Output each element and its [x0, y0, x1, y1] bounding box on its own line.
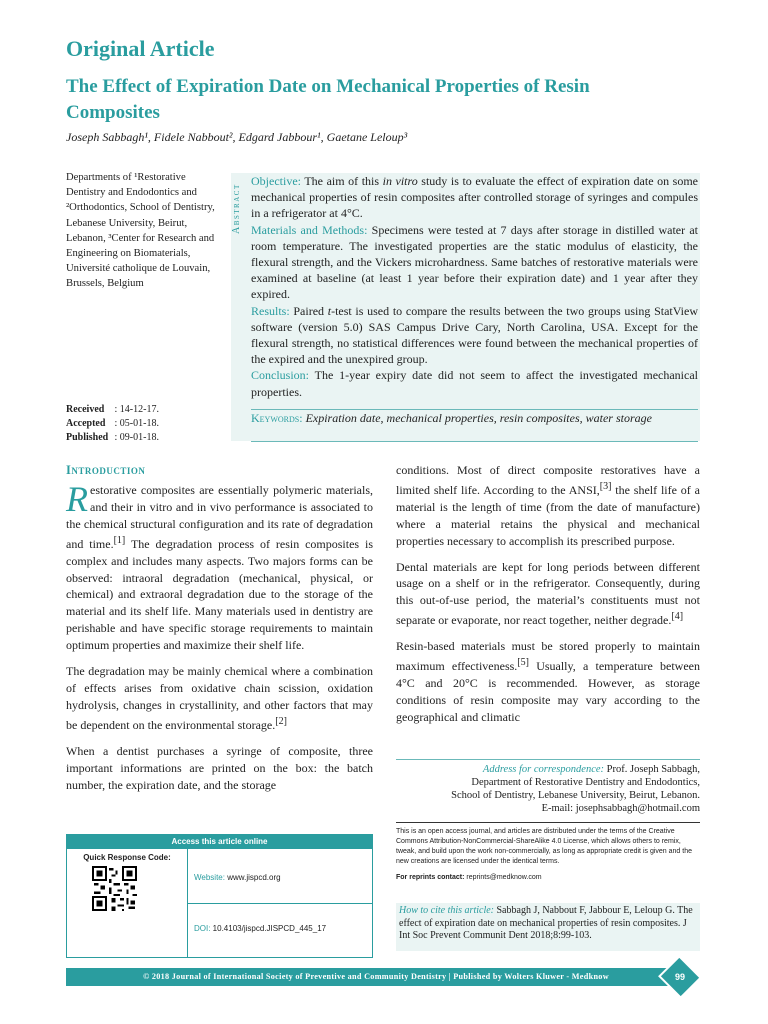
keywords: Keywords: Expiration date, mechanical properties, resin composites, water storage [251, 411, 652, 425]
qr-panel [67, 849, 188, 957]
drop-cap: R [66, 479, 88, 519]
reprints-email[interactable]: reprints@medknow.com [464, 874, 542, 881]
citation-ref[interactable]: [5] [517, 657, 529, 669]
abstract-conclusion: Conclusion: The 1-year expiry date did not seem to affect the investigated mechanical properties. [251, 368, 698, 399]
abstract-methods: Materials and Methods: Specimens were tested at 7 days after storage in distilled water at room temperature. The investigated properties are the static modulus of elasticity, the flexural strength, and the Vickers microhardness. Same batches of restorative materials were examined at baseline (at least 1 year before their expiration date) and 1 year after they expired. [251, 222, 699, 302]
correspondence-address: Address for correspondence: Prof. Joseph Sabbagh, Department of Restorative Dentistry and Endodontics, School of Dentistry, Lebanese University, Beirut, Lebanon. E-mail: josephsabbagh@hotmail.com [396, 759, 700, 815]
received-date: Received : 14-12-17. [66, 404, 159, 415]
article-dates [66, 403, 226, 445]
citation-ref[interactable]: [4] [671, 611, 684, 623]
article-type: Original Article [66, 36, 215, 61]
paragraph: conditions. Most of direct composite restoratives have a limited shelf life. According to the ANSI,[3] the shelf life of a material is the length of time (from the date of manufacture) where a material retains the physical and mechanical properties necessary to accomplish its prescribed purpose. [396, 463, 700, 548]
citation-ref[interactable]: [1] [113, 534, 126, 546]
journal-footer: © 2018 Journal of International Society of Preventive and Community Dentistry | Published by Wolters Kluwer - Medknow [66, 968, 686, 986]
paragraph: When a dentist purchases a syringe of composite, three important informations are printed on the box: the batch number, the expiration date, and the storage [66, 743, 373, 792]
abstract-text [251, 173, 698, 400]
paragraph: Dental materials are kept for long periods between different usage on a shelf or in the refrigerator. Consequently, during this out-of-use period, the material’s constituents must not separate or evaporate, nor react together, neither degrade.[4] [396, 559, 700, 628]
abstract-label: Abstract [231, 183, 242, 235]
body-column-right [396, 462, 700, 735]
doi-row: DOI: 10.4103/jispcd.JISPCD_445_17 [194, 924, 327, 933]
access-heading: Access this article online [67, 835, 372, 849]
paragraph: The degradation may be mainly chemical where a combination of effects arises from oxidative chain scission, oxidation hydrolysis, changes in crystallinity, and other factors that may be dependent on the environmental storage.[2] [66, 664, 373, 732]
accepted-date: Accepted : 05-01-18. [66, 418, 159, 429]
keywords-divider [251, 441, 698, 442]
body-column-left [66, 479, 374, 802]
qr-label: Quick Response Code: [83, 853, 171, 862]
citation-box: How to cite this article: Sabbagh J, Nabbout F, Jabbour E, Leloup G. The effect of expiration date on mechanical properties of resin composites. J Int Soc Prevent Communit Dent 2018;8:99-103. [396, 903, 700, 951]
license-notice: This is an open access journal, and articles are distributed under the terms of the Creative Commons Attribution-NonCommercial-ShareAlike 4.0 License, which allows others to remix, tweak, and build upon the work non-commercially, as long as appropriate credit is given and the new creations are licensed under the identical terms. For reprints contact: reprints@medknow.com [396, 822, 700, 883]
paragraph: Resin-based materials must be stored properly to maintain maximum effectiveness.[5] Usually, a temperature between 4°C and 20°C is recommended. However, as storage conditions of resin composite may vary according to the geographical and climatic [396, 639, 700, 724]
citation-ref[interactable]: [2] [275, 715, 287, 727]
access-online-box [66, 834, 373, 958]
affiliations: Departments of ¹Restorative Dentistry and Endodontics and ²Orthodontics, School of Dentistry, Lebanese University, Beirut, Lebanon, ³Center for Research and Engineering on Biomaterials, Université catholique de Louvain, Brussels, Belgium [66, 172, 215, 290]
citation-ref[interactable]: [3] [599, 480, 612, 492]
article-title: The Effect of Expiration Date on Mechanical Properties of Resin Composites [66, 76, 590, 123]
website-row: Website: www.jispcd.org [188, 849, 372, 904]
doi-link[interactable]: 10.4103/jispcd.JISPCD_445_17 [210, 924, 327, 933]
paragraph: Restorative composites are essentially polymeric materials, and their in vitro and in vivo performance is associated to the chemical structural configuration and its rate of degradation and time.[1] The degradation process of resin composites is complex and includes many aspects. Two majors forms can be observed: intraoral degradation (mechanical, physical, or chemical) and extraoral degradation due to the storage of the material and its shelf life. Many materials used in dentistry are perishable and have specific storage requirements to maintain optimum properties and maximize their shelf life. [66, 479, 374, 653]
author-list: Joseph Sabbagh¹, Fidele Nabbout², Edgard Jabbour¹, Gaetane Leloup³ [66, 130, 408, 144]
website-link[interactable]: www.jispcd.org [224, 873, 281, 882]
page-number: 99 [674, 972, 685, 982]
abstract-objective: Objective: The aim of this in vitro study is to evaluate the effect of expiration date on some mechanical properties of resin composites after controlled storage of syringes and compules in a refrigerator at 4°C. [251, 174, 698, 221]
qr-code-icon[interactable] [92, 866, 137, 911]
abstract-results: Results: Paired t-test is used to compare the results between the two groups using StatView software (version 5.0) SAS Campus Drive Cary, North Carolina, USA. Except for the flexural strength, no statistical differences were found between the mechanical properties of the expired and the unexpired group. [251, 303, 699, 367]
page-number-badge [661, 958, 699, 996]
section-heading-introduction: Introduction [66, 463, 146, 477]
email-link[interactable]: E-mail: josephsabbagh@hotmail.com [541, 803, 700, 814]
published-date: Published : 09-01-18. [66, 432, 159, 443]
